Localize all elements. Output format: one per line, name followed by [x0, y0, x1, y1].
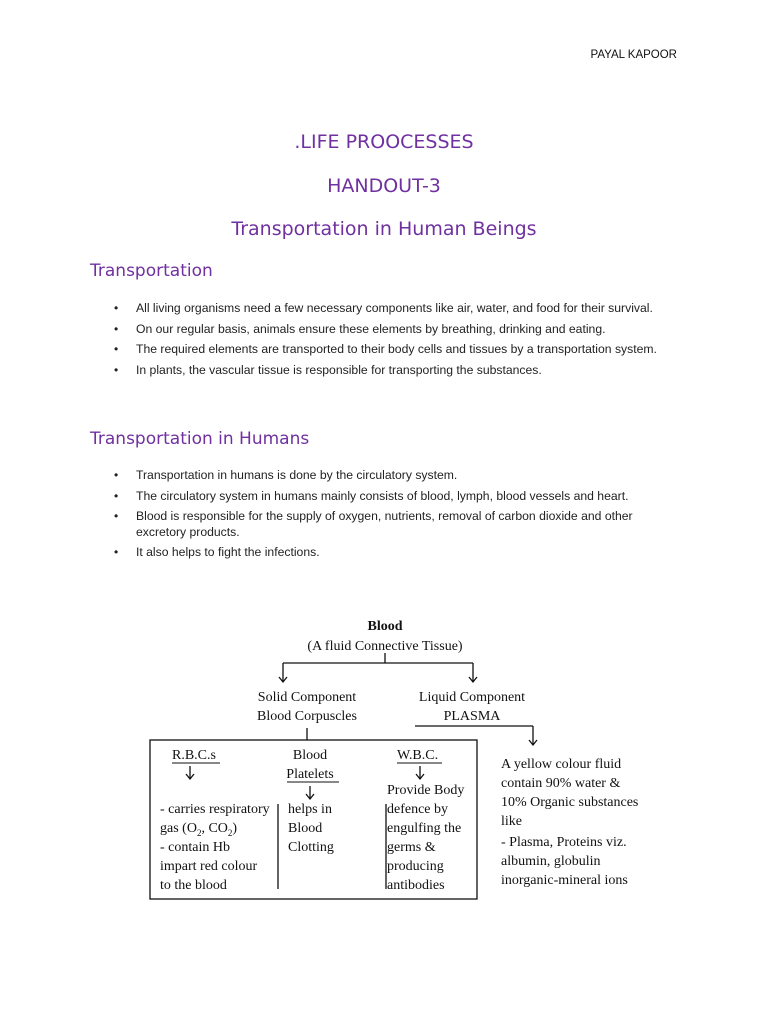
plasma-desc-3: 10% Organic substances: [501, 795, 639, 810]
list-item: • The required elements are transported to their body cells and tissues by a transportation system.: [112, 342, 682, 358]
node-wbc-title: W.B.C.: [397, 748, 439, 763]
wbc-desc-5: producing: [387, 859, 444, 874]
list-item: • In plants, the vascular tissue is responsible for transporting the substances.: [112, 363, 682, 379]
wbc-desc-6: antibodies: [387, 878, 445, 893]
rbc-desc-5: to the blood: [160, 878, 227, 893]
rbc-desc-3: - contain Hb: [160, 840, 230, 855]
node-blood-subtitle: (A fluid Connective Tissue): [307, 639, 463, 654]
title-transportation: Transportation in Human Beings: [231, 218, 537, 240]
node-rbc-title: R.B.C.s: [172, 748, 216, 763]
title-handout: HANDOUT-3: [327, 175, 441, 197]
heading-transportation-humans: Transportation in Humans: [90, 429, 310, 449]
author-name: PAYAL KAPOOR: [590, 49, 677, 61]
title-life-processes: .LIFE PROOCESSES: [294, 131, 474, 153]
plasma-desc-4: like: [501, 814, 522, 829]
list-item: • The circulatory system in humans mainly consists of blood, lymph, blood vessels and heart.: [112, 489, 682, 505]
rbc-desc-1: - carries respiratory: [160, 802, 270, 817]
platelets-desc-1: helps in: [288, 802, 332, 817]
node-solid-line1: Solid Component: [257, 690, 357, 705]
platelets-desc-3: Clotting: [288, 840, 334, 855]
plasma-desc-6: albumin, globulin: [501, 854, 601, 869]
plasma-desc-5: - Plasma, Proteins viz.: [501, 835, 627, 850]
plasma-desc-1: A yellow colour fluid: [501, 757, 622, 772]
wbc-desc-4: germs &: [387, 840, 436, 855]
node-liquid-line2: PLASMA: [443, 709, 501, 724]
plasma-desc-2: contain 90% water &: [501, 776, 621, 791]
plasma-desc-7: inorganic-mineral ions: [501, 873, 628, 888]
wbc-desc-1: Provide Body: [387, 783, 465, 798]
bullet-list-transportation: [112, 301, 682, 383]
node-liquid-line1: Liquid Component: [418, 690, 526, 705]
rbc-desc-4: impart red colour: [160, 859, 258, 874]
wbc-desc-3: engulfing the: [387, 821, 462, 836]
list-item: • Transportation in humans is done by the circulatory system.: [112, 468, 682, 484]
node-blood-title: Blood: [367, 619, 403, 634]
list-item: • On our regular basis, animals ensure these elements by breathing, drinking and eating.: [112, 322, 682, 338]
rbc-desc-2: gas ($O_2$, $CO_2$): [160, 821, 238, 838]
platelets-desc-2: Blood: [288, 821, 323, 836]
list-item: • It also helps to fight the infections.: [112, 545, 682, 561]
node-platelets-title2: Platelets: [286, 767, 334, 782]
list-item: • All living organisms need a few necessary components like air, water, and food for their survival.: [112, 301, 682, 317]
bullet-list-humans: [112, 468, 682, 566]
node-solid-line2: Blood Corpuscles: [257, 709, 357, 724]
list-item: • Blood is responsible for the supply of oxygen, nutrients, removal of carbon dioxide and other excretory products.: [112, 509, 682, 540]
node-platelets-title1: Blood: [292, 748, 328, 763]
heading-transportation: Transportation: [90, 261, 213, 281]
wbc-desc-2: defence by: [387, 802, 449, 817]
blood-diagram: [130, 605, 670, 905]
